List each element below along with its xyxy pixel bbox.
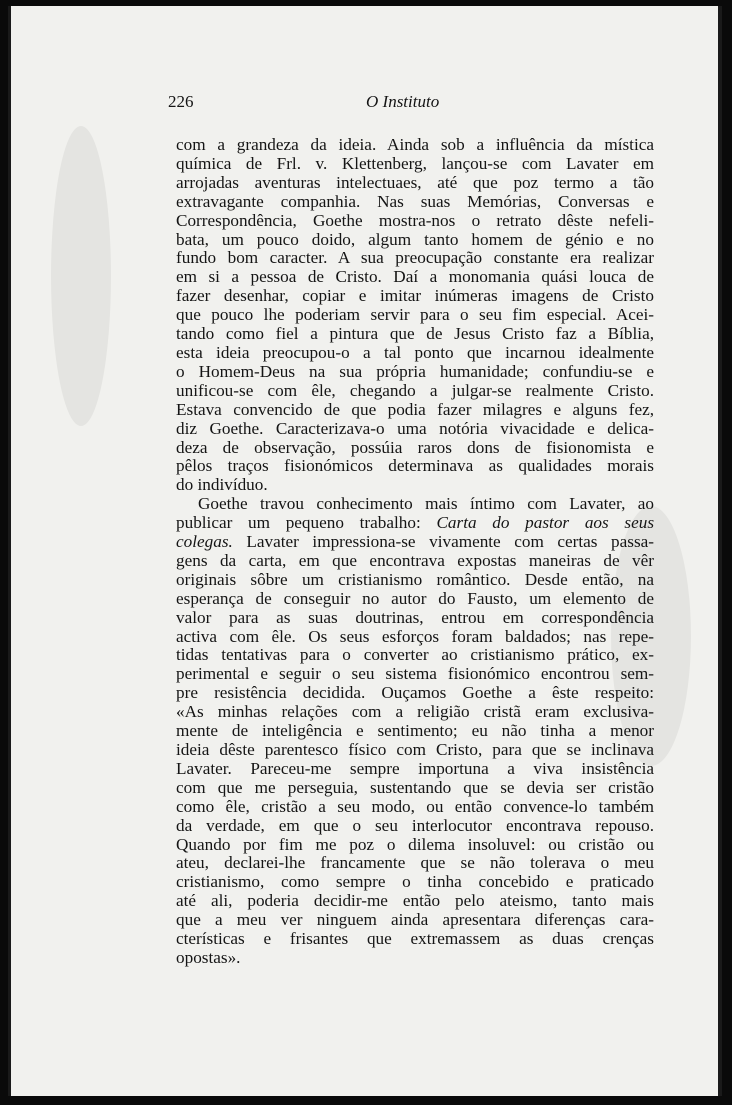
text-line: da verdade, em que o seu interlocutor encontrava repouso.: [176, 815, 654, 835]
text-line: com a grandeza da ideia. Ainda sob a influência da mística: [176, 135, 654, 154]
text-segment: Lavater impressiona-se vivamente com certas passa-: [246, 532, 655, 552]
text-segment: publicar um pequeno trabalho:: [176, 513, 421, 533]
italic-title: colegas.: [176, 532, 233, 552]
text-line: gens da carta, em que encontrava expostas maneiras de vêr: [176, 550, 654, 570]
text-line: valor para as suas doutrinas, entrou em correspondência: [176, 607, 654, 627]
page-number: 226: [168, 92, 194, 111]
text-line: com que me perseguia, sustentando que se devia ser cristão: [176, 777, 654, 797]
text-line: o Homem-Deus na sua própria humanidade; confundiu-se e: [176, 361, 654, 381]
body-text: [176, 136, 654, 968]
text-line: ideia dêste parentesco físico com Cristo, para que se inclinava: [176, 740, 654, 759]
text-line: [176, 514, 654, 533]
text-line: extravagante companhia. Nas suas Memórias, Conversas e: [176, 191, 654, 211]
italic-title: Carta do pastor aos seus: [436, 513, 655, 533]
text-line: pêlos traços fisionómicos determinava as qualidades morais: [176, 456, 654, 476]
text-line: mente de inteligência e sentimento; eu não tinha a menor: [176, 721, 654, 741]
text-line: química de Frl. v. Klettenberg, lançou-se com Lavater em: [176, 153, 654, 173]
text-line: do indivíduo.: [176, 475, 268, 495]
running-title: O Instituto: [366, 92, 440, 111]
text-line: «As minhas relações com a religião cristã eram exclusiva-: [176, 702, 654, 722]
text-line: bata, um pouco doido, algum tanto homem de génio e no: [176, 229, 654, 249]
text-line: esperança de conseguir no autor do Fausto, um elemento de: [176, 588, 654, 608]
text-line: unificou-se com êle, chegando a julgar-se realmente Cristo.: [176, 380, 654, 400]
text-line: Lavater. Pareceu-me sempre importuna a viva insistência: [176, 758, 654, 778]
text-line: Goethe travou conhecimento mais íntimo com Lavater, ao: [198, 494, 654, 514]
text-line: tando como fiel a pintura que de Jesus Cristo faz a Bíblia,: [176, 324, 654, 344]
text-line: cterísticas e frisantes que extremassem as duas crenças: [176, 929, 654, 949]
text-line: arrojadas aventuras intelectuaes, até que poz termo a tão: [176, 172, 654, 192]
text-line: que pouco lhe poderiam servir para o seu fim especial. Acei-: [176, 305, 654, 325]
text-line: como êle, cristão a seu modo, ou então convence-lo também: [176, 796, 654, 816]
text-line: originais sôbre um cristianismo romântico. Desde então, na: [176, 569, 654, 589]
text-line: que a meu ver ninguem ainda apresentara diferenças cara-: [176, 910, 654, 930]
text-line: fundo bom caracter. A sua preocupação constante era realizar: [176, 248, 654, 268]
page-header: [11, 92, 718, 116]
text-line: ateu, declarei-lhe francamente que se não tolerava o meu: [176, 853, 654, 873]
text-line: Quando por fim me poz o dilema insoluvel: ou cristão ou: [176, 834, 654, 854]
text-line: Estava convencido de que podia fazer milagres e alguns fez,: [176, 399, 654, 419]
text-line: Correspondência, Goethe mostra-nos o retrato dêste nefeli-: [176, 210, 654, 230]
text-line: em si a pessoa de Cristo. Daí a monomania quási louca de: [176, 267, 654, 287]
text-line: cristianismo, como sempre o tinha concebido e praticado: [176, 872, 654, 892]
paper-stain: [51, 126, 111, 426]
text-line: até ali, poderia decidir-me então pelo ateismo, tanto mais: [176, 891, 654, 911]
text-line: diz Goethe. Caracterizava-o uma notória vivacidade e delica-: [176, 418, 654, 438]
text-line: tidas tentativas para o converter ao cristianismo prático, ex-: [176, 645, 654, 665]
text-line: fazer desenhar, copiar e imitar inúmeras imagens de Cristo: [176, 286, 654, 306]
text-line: pre resistência decidida. Ouçamos Goethe a êste respeito:: [176, 683, 654, 703]
text-line: deza de observação, possúia raros dons de fisionomista e: [176, 437, 654, 457]
text-line: activa com êle. Os seus esforços foram baldados; nas repe-: [176, 626, 654, 646]
text-line: esta ideia preocupou-o a tal ponto que incarnou idealmente: [176, 342, 654, 362]
book-page: [8, 6, 722, 1096]
text-line: opostas».: [176, 947, 241, 967]
text-line: perimental e seguir o seu sistema fisionómico encontrou sem-: [176, 664, 654, 684]
text-line: [176, 533, 654, 552]
